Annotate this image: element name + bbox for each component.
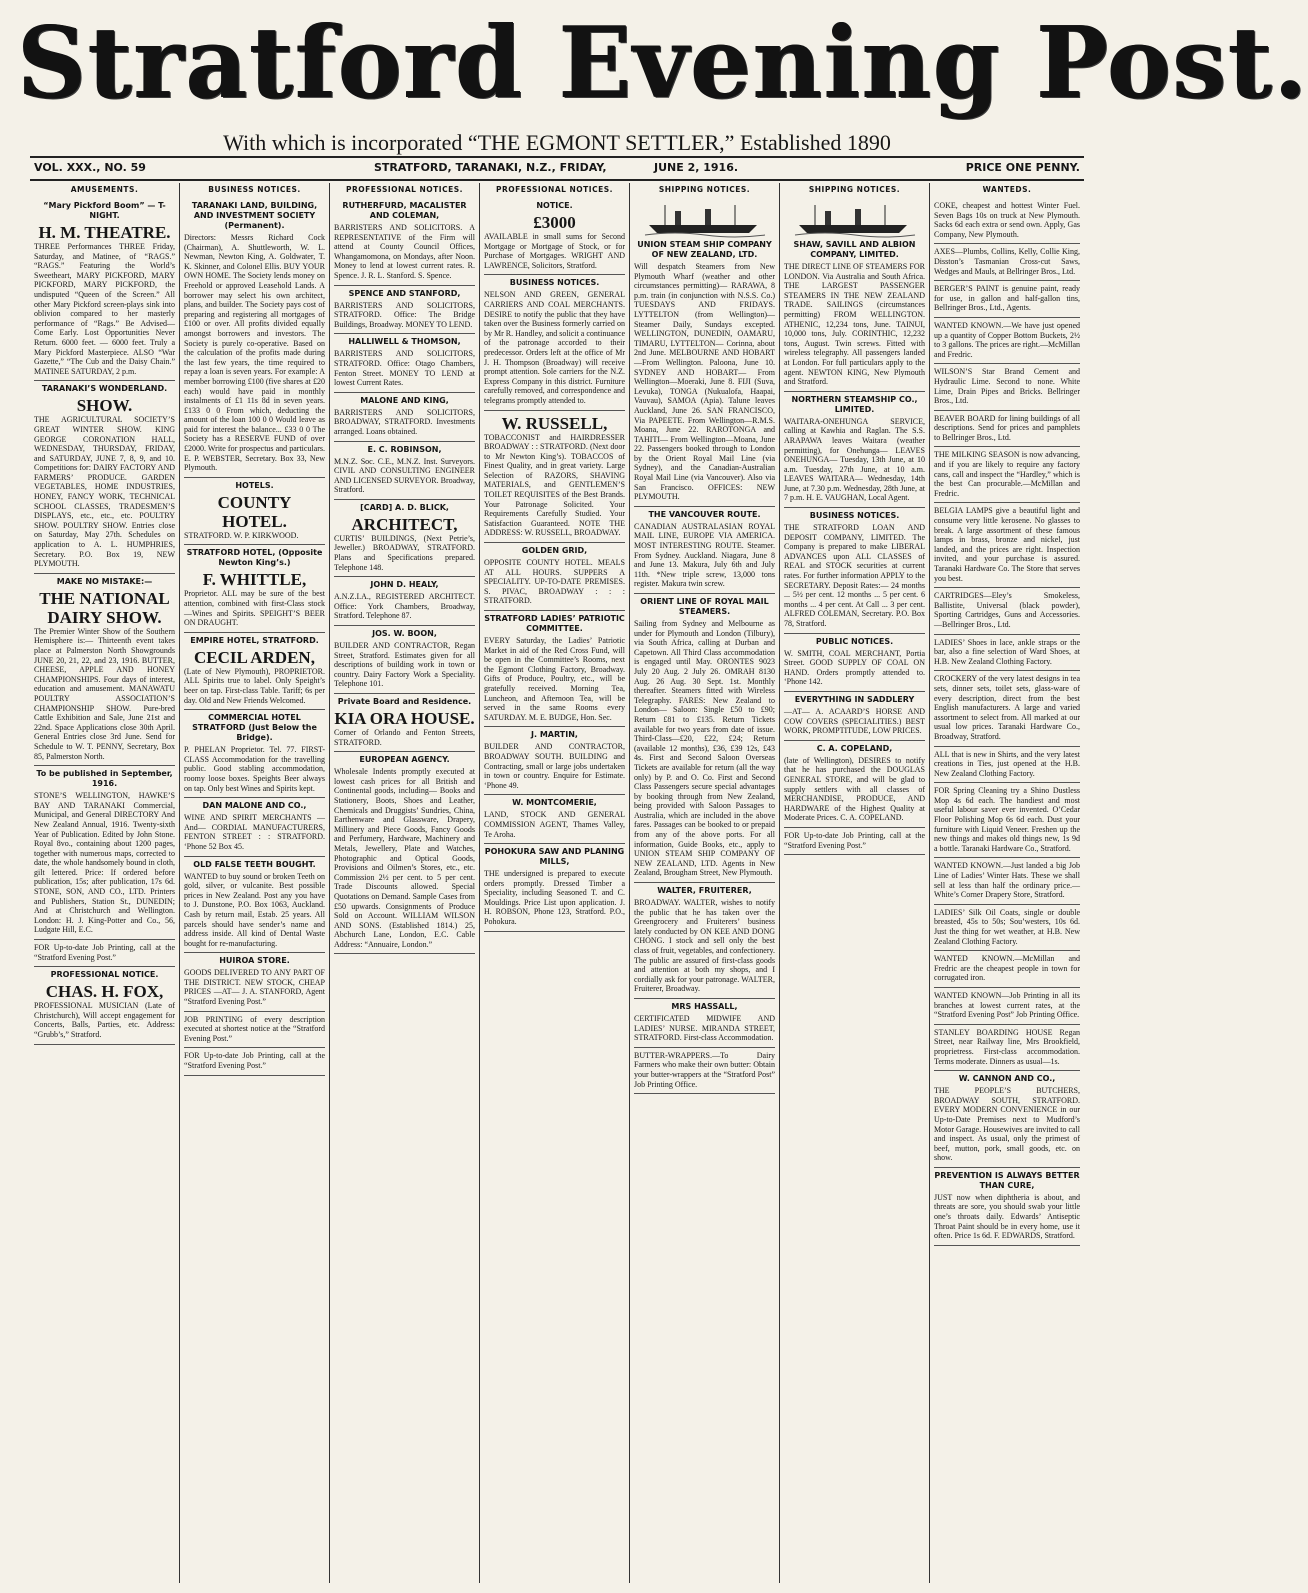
place-and-day: STRATFORD, TARANAKI, N.Z., FRIDAY,	[374, 161, 607, 174]
ad-body: NELSON AND GREEN, GENERAL CARRIERS AND COAL MERCHANTS. DESIRE to notify the public that they have taken over the Business formerly carried on by Mr R. Handley, and solicit a continuance of the patronage accorded to their predecessor. Orders left at the office of Mr J. H. Thompson (Broadway) will receive prompt attention. Sole carriers for the N.Z. Express Company in this district. Furniture carefully removed, and correspondence and telegrams promptly attended to.	[484, 290, 625, 405]
ad-title: RUTHERFURD, MACALISTER AND COLEMAN,	[342, 201, 467, 220]
ad-body: STONE’S WELLINGTON, HAWKE’S BAY AND TARANAKI Commercial, Municipal, and General DIRECTORY And New Zealand Annual, 1916. Twenty-sixth Year of Publication. Edited by John Stone. Royal 8vo., containing about 1200 pages, together with numerous maps, corrected to date, the whole handsomely bound in cloth, gilt lettered. Price: If ordered before publication, 15s; after publication, 17s 6d. STONE, SON, AND CO., LTD. Printers and Publishers, Station St., DUNEDIN; And at Christchurch and Wellington. London: H. J. King-Potter and Co., 56, Ludgate Hill, E.C.	[34, 791, 175, 935]
ad-body: OPPOSITE COUNTY HOTEL. MEALS AT ALL HOURS. SUPPERS A SPECIALITY. UP-TO-DATE PREMISES. S. PIVAC, BROADWAY : : : STRATFORD.	[484, 558, 625, 606]
ad-headline: SHOW.	[76, 396, 133, 416]
ad-body: BARRISTERS AND SOLICITORS, STRATFORD. Office: The Bridge Buildings, Broadway. MONEY TO LEND.	[334, 300, 475, 329]
ad-title: HALLIWELL & THOMSON,	[348, 337, 461, 347]
ad-body: LADIES’ Shoes in lace, ankle straps or the bar, also a fine selection of Ward Shoes, at H.B. New Zealand Clothing Factory.	[934, 637, 1080, 666]
ad-body: TOBACCONIST and HAIRDRESSER BROADWAY : : STRATFORD. (Next door to Mr Newton King’s). TOBACCOS of Finest Quality, and in great variety. Large Selection of RAZORS, SHAVING MATERIALS, and GENTLEMEN’S TOILET REQUISITES of the Best Brands. Your Patronage Solicited. Your Requirements Carefully Studied. Your Satisfaction Guaranteed. NOTE THE ADDRESS: W. RUSSELL, BROADWAY.	[484, 432, 625, 538]
advertisement	[484, 844, 625, 932]
advertisement	[484, 411, 625, 544]
advertisement	[184, 1012, 325, 1049]
ad-body: Sailing from Sydney and Melbourne as under for Plymouth and London (Tilbury), via South Africa, calling at Durban and Capetown. All Third Class accommodation is engaged until May. ORONTES 9023 July 20 Aug. 2 July 26. OMRAH 8130 Aug. 26 Aug. 30 Sept. 1st. Monthly thereafter. Steamers fitted with Wireless Telegraphy. FARES: New Zealand to London— Saloon: Single £50 to £90; Return £81 to £135. Return Tickets available for two years from date of issue. Third-Class—£20, £22, £24; Return (available 12 months), £36, £39 12s, £43 4s. First and Second Saloon Overseas Tickets are available for return (all the way only) by P. and O. Co. First and Second Class Passengers secure special advantages by booking through from New Zealand, being provided with Saloon Passages to Australia, which are included in the above fares. Passages can be booked to or prepaid from any of the above ports. For all information, Guide Books, etc., apply to UNION STEAM SHIP COMPANY OF NEW ZEALAND, LTD. Agents in New Zealand, Brougham Street, New Plymouth.	[634, 619, 775, 878]
ad-body: WINE AND SPIRIT MERCHANTS —And— CORDIAL MANUFACTURERS, FENTON STREET : : STRATFORD. ‘Phone 52 Box 45.	[184, 813, 325, 851]
column	[480, 183, 630, 1583]
ad-body: Wholesale Indents promptly executed at lowest cash prices for all British and Continental goods, including— Books and Stationery, Boots, Shoes and Leather, Chemicals and Druggists’ Sundries, China, Earthenware and Glassware, Drapery, Millinery and Piece Goods, Fancy Goods and Perfumery, Hardware, Machinery and Metals, Jewellery, Plate and Watches, Photographic and Optical Goods, Provisions and Oilmen’s Stores, etc., etc. Commission 2½ per cent. to 5 per cent. Trade Discounts allowed. Special Quotations on Demand. Sample Cases from £50 upwards. Consignments of Produce Sold on Account. WILLIAM WILSON AND SONS. (Established 1814.) 25, Abchurch Lane, London, E.C. Cable Address: “Annuaire, London.”	[334, 767, 475, 949]
bottom-rule	[30, 179, 1084, 181]
ad-body: THE MILKING SEASON is now advancing, and if you are likely to require any factory cans, call and inspect the “Hardley,” which is the best Can procurable.—McMillan and Fredric.	[934, 450, 1080, 498]
ad-title: NOTICE.	[536, 201, 573, 210]
advertisement	[334, 286, 475, 335]
ad-body: Directors: Messrs Richard Cock (Chairman), A. Shuttleworth, W. L. Newman, Newton King, A. Goldwater, T. K. Skinner, and Colonel Ellis. BUY YOUR OWN HOME. The Society lends money on Freehold or approved Leasehold Lands. A borrower may select his own architect, plans, and builder. The Society pays cost of preparing and registering all mortgages of £100 or over. All profits divided equally amongst borrowers and investors. The Society is purely co-operative. Based on the calculation of the profits made during the last few years, the time required to repay a loan is seven years. For example: A member borrowing £100 (five shares at £20 each) would have paid in monthly instalments of £1 11s 8d in seven years. £133 0 0 From which, deducting the amount of the loan 100 0 0 Would leave as paid for interest the balance... £33 0 0 The Society has a RESERVE FUND of over £2000. Write for prospectus and particulars. E. P. WEBSTER, Secretary. Box 33, New Plymouth.	[184, 233, 325, 473]
ad-headline: THE NATIONAL DAIRY SHOW.	[39, 588, 170, 627]
ad-body: JUST now when diphtheria is about, and threats are sore, you should swab your little one’s throats daily. Edwards’ Antiseptic Throat Paint should be in every home, use it often. Price 1s 6d. F. EDWARDS, Stratford.	[934, 1192, 1080, 1241]
column	[780, 183, 930, 1583]
ad-body: P. PHELAN Proprietor. Tel. 77. FIRST-CLASS Accommodation for the travelling public. Good stabling accommodation, roomy loose boxes. Speights Beer always on tap. Only best Wines and Spirits kept.	[184, 745, 325, 793]
advertisement	[934, 318, 1080, 364]
ad-body: BUTTER-WRAPPERS.—To Dairy Farmers who make their own butter: Obtain your butter-wrappers at the “Stratford Post” Job Printing Office.	[634, 1050, 775, 1089]
column	[180, 183, 330, 1583]
masthead	[0, 0, 1308, 130]
ad-body: AVAILABLE in small sums for Second Mortgage or Mortgage of Stock, or for Purchase of Mortgages. WRIGHT AND LAWRENCE, Solicitors, Stratford.	[484, 232, 625, 270]
ad-body: LAND, STOCK AND GENERAL COMMISSION AGENT, Thames Valley, Te Aroha.	[484, 810, 625, 839]
advertisement	[34, 766, 175, 940]
ad-body: FOR Up-to-date Job Printing, call at the “Stratford Evening Post.”	[784, 830, 925, 850]
ad-body: (Late of New Plymouth), PROPRIETOR. ALL Spirits true to label. Only Speight’s beer on tap. First-class Table. Tariff; 6s per day. Old and New Friends Welcomed.	[184, 666, 325, 705]
advertisement	[334, 626, 475, 694]
ad-body: EVERY Saturday, the Ladies’ Patriotic Market in aid of the Red Cross Fund, will be open in the Committee’s Rooms, next the Egmont Clothing Factory, Broadway. Gifts of Produce, Poultry, etc., will be gratefully received. Morning Tea, Luncheon, and Afternoon Tea, will be served in the same Rooms every SATURDAY. M. E. BUDGE, Hon. Sec.	[484, 636, 625, 722]
ad-body: THE PEOPLE’S BUTCHERS, BROADWAY SOUTH, STRATFORD. EVERY MODERN CONVENIENCE in our Up-to-Date Premises next to Mudford’s Motor Garage. Housewives are invited to call and inspect. As usual, only the primest of beef, mutton, pork, small goods, etc. on show.	[934, 1086, 1080, 1163]
ad-body: WANTED KNOWN—Job Printing in all its branches at lowest current rates, at the “Stratford Evening Post” Job Printing Office.	[934, 990, 1080, 1020]
advertisement	[484, 198, 625, 275]
ad-title: C. A. COPELAND,	[816, 743, 893, 753]
ad-title: TARANAKI LAND, BUILDING, AND INVESTMENT SOCIETY (Permanent).	[191, 201, 318, 230]
advertisement	[784, 198, 925, 392]
advertisement	[184, 633, 325, 710]
ad-body: THE DIRECT LINE OF STEAMERS FOR LONDON. Via Australia and South Africa. THE LARGEST PASSENGER STEAMERS IN THE NEW ZEALAND TRADE. SAILINGS (circumstances permitting) FROM WELLINGTON. ATHENIC, 12,234 tons, June. TAINUI, 10,000 tons, July. CORINTHIC, 12,232 tons, August. Twin screws. Fitted with wireless telegraphy. All passengers landed at London. For full particulars apply to the agent. NEWTON KING, New Plymouth and Stratford.	[784, 262, 925, 387]
advertisement	[934, 905, 1080, 951]
ad-title: MAKE NO MISTAKE:—	[56, 576, 153, 586]
advertisement	[934, 588, 1080, 634]
ad-title: NORTHERN STEAMSHIP CO., LIMITED.	[791, 394, 918, 414]
advertisement	[934, 1168, 1080, 1246]
ad-body: BARRISTERS AND SOLICITORS, STRATFORD. Office: Otago Chambers, Fenton Street. MONEY TO LEND at lowest Current Rates.	[334, 349, 475, 388]
advertisement	[34, 967, 175, 1044]
advertisement	[184, 857, 325, 954]
ad-body: LADIES’ Silk Oil Coats, single or double breasted, 45s to 50s; Sou’westers, 10s 6d. Just the thing for wet weather, at H.B. New Zealand Clothing Factory.	[934, 907, 1080, 946]
advertisement	[634, 198, 775, 507]
advertisement	[34, 198, 175, 381]
advertisement	[634, 1048, 775, 1094]
advertisement	[934, 988, 1080, 1025]
ad-title: W. CANNON AND CO.,	[958, 1074, 1056, 1084]
ad-title: Private Board and Residence.	[337, 697, 472, 706]
advertisement	[184, 710, 325, 798]
advertisement	[484, 611, 625, 727]
ad-body: BEAVER BOARD for lining buildings of all descriptions. Send for prices and pamphlets to Bellringer Bros., Ltd.	[934, 413, 1080, 442]
ad-body: A.N.Z.I.A., REGISTERED ARCHITECT. Office: York Chambers, Broadway, Stratford. Telephone 87.	[334, 592, 475, 621]
advertisement	[334, 198, 475, 286]
ad-body: WANTED KNOWN.—Just landed a big Job Line of Ladies’ Winter Hats. These we shall sell at less than half the ordinary price.—White’s Corner Drapery Store, Stratford.	[934, 861, 1080, 900]
advertisement	[784, 828, 925, 855]
advertisement	[934, 671, 1080, 746]
advertisement	[484, 795, 625, 844]
dateline	[34, 158, 1080, 178]
advertisement	[334, 577, 475, 626]
advertisement	[934, 747, 1080, 784]
advertisement	[484, 543, 625, 611]
advertisement	[634, 594, 775, 883]
ad-title: STRATFORD LADIES’ PATRIOTIC COMMITTEE.	[484, 614, 625, 633]
ad-headline: COUNTY HOTEL.	[217, 492, 292, 531]
price: PRICE ONE PENNY.	[965, 161, 1080, 174]
advertisement	[784, 634, 925, 692]
ad-body: BROADWAY. WALTER, wishes to notify the public that he has taken over the Greengrocery and Fruiterers’ business lately conducted by ON KEE AND DONG CHONG. I stock and sell only the best class of fruit, vegetables, and confectionery. The public are assured of first-class goods and attention at both my shops, and I cordially ask for your patronage. WALTER, Fruiterer, Broadway.	[634, 898, 775, 994]
ad-title: [CARD] A. D. BLICK,	[360, 502, 449, 512]
ad-body: FOR Up-to-date Job Printing, call at the “Stratford Evening Post.”	[34, 943, 175, 962]
ad-headline: KIA ORA HOUSE.	[334, 709, 475, 728]
ad-body: CROCKERY of the very latest designs in tea sets, dinner sets, toilet sets, glass-ware of every description, direct from the best English manufacturers. A large and varied assortment to select from. All marked at our usual low prices. Taranaki Hardware Co., Broadway, Stratford.	[934, 674, 1080, 741]
column-header: PROFESSIONAL NOTICES.	[496, 185, 613, 194]
ad-headline: CECIL ARDEN,	[194, 647, 315, 667]
advertisement	[334, 694, 475, 752]
column-header: WANTEDS.	[982, 185, 1032, 194]
issue-date: JUNE 2, 1916.	[654, 161, 739, 174]
ad-title: HOTELS.	[235, 480, 274, 490]
ad-body: CARTRIDGES—Eley’s Smokeless, Ballistite, Universal (black powder), Sporting Cartridges, Guns and Accessories.—Bellringer Bros., Ltd.	[934, 591, 1080, 629]
advertisement	[334, 442, 475, 500]
advertisement	[934, 244, 1080, 281]
ad-body: Proprietor. ALL may be sure of the best attention, combined with first-Class stock—Wines and Spirits. SPEIGHT’S BEER ON DRAUGHT.	[184, 589, 325, 628]
advertisement	[934, 783, 1080, 858]
ad-body: BELGIA LAMPS give a beautiful light and consume very little kerosene. No glasses to break. A large assortment of these famous lamps in brass, bronze and nickel, just landed, and the prices are right. Inspection invited, and your purchase is assured. Taranaki Hardware Co. The Store that serves you best.	[934, 506, 1080, 583]
ad-title: MRS HASSALL,	[671, 1001, 738, 1011]
advertisement	[934, 447, 1080, 503]
advertisement	[34, 574, 175, 766]
advertisement	[934, 503, 1080, 588]
ad-body: BUILDER AND CONTRACTOR, Regan Street, Stratford. Estimates given for all descriptions of building work in town or country. Dairy Factory Work a Speciality. Telephone 101.	[334, 641, 475, 689]
ad-headline: £3000	[533, 213, 576, 232]
ad-title: COMMERCIAL HOTEL STRATFORD (Just Below the Bridge).	[192, 713, 317, 743]
ad-body: BUILDER AND CONTRACTOR, BROADWAY SOUTH. BUILDING and Contracting, small or large jobs undertaken in town or country. Enquire for Estimate. ‘Phone 49.	[484, 742, 625, 790]
ad-title: SPENCE AND STANFORD,	[348, 288, 461, 298]
ad-body: CANADIAN AUSTRALASIAN ROYAL MAIL LINE, EUROPE VIA AMERICA. MOST INTERESTING ROUTE. Steamer. From Sydney. Auckland. Niagara, June 8 and June 13. Makura, July 6th and July 11th. *New triple screw, 13,000 tons register. Makura twin screw.	[634, 521, 775, 589]
ad-title: TARANAKI’S WONDERLAND.	[41, 384, 168, 394]
column	[30, 183, 180, 1583]
ad-body: WAITARA-ONEHUNGA SERVICE, calling at Kawhia and Raglan. The S.S. ARAPAWA leaves Waitara (weather permitting), for Onehunga— LEAVES ONEHUNGA— Tuesday, 13th June, at 10 a.m. Tuesday, 27th June, at 10 a.m. LEAVES WAITARA— Wednesday, 14th June, at 7.30 p.m. Wednesday, 28th June, at 7 p.m. H. E. VAUGHAN, Local Agent.	[784, 416, 925, 503]
ad-headline: ARCHITECT,	[351, 514, 458, 534]
ad-body: WANTED KNOWN.—We have just opened up a quantity of Copper Bottom Buckets, 2½ to 3 gallons. The prices are right.—McMillan and Fredric.	[934, 320, 1080, 359]
ad-title: SHAW, SAVILL AND ALBION COMPANY, LIMITED.	[793, 240, 916, 259]
advertisement	[34, 381, 175, 574]
advertisement	[334, 393, 475, 442]
ad-body: ALL that is new in Shirts, and the very latest creations in Ties, just opened at the H.B. New Zealand Clothing Factory.	[934, 749, 1080, 778]
ad-body: GOODS DELIVERED TO ANY PART OF THE DISTRICT. NEW STOCK, CHEAP PRICES —AT— J. A. STANFORD, Agent “Stratford Evening Post.”	[184, 968, 325, 1007]
ad-body: M.N.Z. Soc. C.E., M.N.Z. Inst. Surveyors. CIVIL AND CONSULTING ENGINEER AND LICENSED SURVEYOR. Broadway, Stratford.	[334, 456, 475, 495]
ad-title: EVERYTHING IN SADDLERY	[794, 694, 915, 704]
advertisement	[934, 635, 1080, 672]
ad-title: E. C. ROBINSON,	[367, 444, 442, 454]
ad-title: To be published in September, 1916.	[36, 769, 173, 789]
advertisement	[184, 798, 325, 856]
ad-body: JOB PRINTING of every description executed at shortest notice at the “Stratford Evening Post.”	[184, 1014, 325, 1043]
advertisement	[934, 1025, 1080, 1071]
masthead-subtitle: With which is incorporated “THE EGMONT SETTLER,” Established 1890	[223, 130, 891, 155]
ad-title: JOS. W. BOON,	[372, 629, 437, 639]
column-header: BUSINESS NOTICES.	[208, 185, 301, 194]
advertisement	[634, 507, 775, 594]
steamship-illustration	[645, 203, 765, 237]
ad-title: EUROPEAN AGENCY.	[359, 755, 450, 765]
column-header: SHIPPING NOTICES.	[658, 185, 751, 194]
column-header: SHIPPING NOTICES.	[808, 185, 901, 194]
column	[630, 183, 780, 1583]
advertisement	[334, 500, 475, 577]
columns	[30, 183, 1084, 1583]
ad-title: UNION STEAM SHIP COMPANY OF NEW ZEALAND, LTD.	[637, 240, 772, 259]
advertisement	[634, 999, 775, 1048]
ad-body: BERGER’S PAINT is genuine paint, ready for use, in gallon and half-gallon tins, Bellringer Bros., Ltd., Agents.	[934, 284, 1080, 313]
advertisement	[934, 364, 1080, 410]
ad-title: WALTER, FRUITERER,	[657, 886, 752, 896]
ad-body: FOR Up-to-date Job Printing, call at the “Stratford Evening Post.”	[184, 1051, 325, 1071]
advertisement	[934, 281, 1080, 318]
ad-headline: W. RUSSELL,	[501, 413, 608, 433]
ad-body: FOR Spring Cleaning try a Shino Dustless Mop 4s 6d each. The handiest and most useful labour saver ever invented. O’Cedar Floor Polishing Mop 6s 6d each. Dust your furniture with Liquid Veneer. Freshen up the new things and makes old things new, 1s 9d a bottle. Taranaki Hardware Co., Stratford.	[934, 786, 1080, 853]
advertisement	[184, 1048, 325, 1075]
ad-title: EMPIRE HOTEL, STRATFORD.	[190, 635, 319, 645]
column	[330, 183, 480, 1583]
ad-body: THE AGRICULTURAL SOCIETY’S GREAT WINTER SHOW. KING GEORGE CORONATION HALL, WEDNESDAY, THURSDAY, FRIDAY, and SATURDAY, JUNE 7, 8, 9, and 10. Competitions for: DAIRY FACTORY AND FARMERS’ PRODUCE. GARDEN VEGETABLES, HOME INDUSTRIES, HONEY, FANCY WORK, TECHNICAL SCHOOL CLASSES, TRADESMEN’S DISPLAYS, etc., etc., etc. POULTRY SHOW. POULTRY SHOW. Entries close on Saturday, May 27th. Schedules on application to A. L. HUMPHRIES, Secretary. P.O. Box 19, NEW PLYMOUTH.	[34, 415, 175, 569]
advertisement	[184, 198, 325, 478]
ad-title: “Mary Pickford Boom” — T-NIGHT.	[43, 201, 166, 220]
column	[930, 183, 1084, 1583]
ad-body: STANLEY BOARDING HOUSE Regan Street, near Railway line, Mrs Brookfield, proprietress. First-class accommodation. Terms moderate. Dinners as usual—1s.	[934, 1027, 1080, 1066]
column-header: AMUSEMENTS.	[70, 185, 139, 194]
ad-body: WANTED KNOWN.—McMillan and Fredric are the cheapest people in town for corrugated iron.	[934, 954, 1080, 983]
ad-body: WANTED to buy sound or broken Teeth on gold, silver, or vulcanite. Best possible prices in New Zealand. Post any you have to J. Dunstone, P.O. Box 1063, Auckland. Cash by return mail, Estab. 25 years. All parcels should have sender’s name and address inside. All kind of Dental Waste bought for re-manufacturing.	[184, 871, 325, 948]
volume-number: VOL. XXX., NO. 59	[34, 161, 146, 174]
ad-body: AXES—Plumbs, Collins, Kelly, Collie King, Disston’s Tasmanian Cross-cut Saws, Wedges and Mauls, at Bellringer Bros., Ltd.	[934, 247, 1080, 276]
ad-body: PROFESSIONAL MUSICIAN (Late of Christchurch), Will accept engagement for Concerts, Balls, Parties, etc. Address: “Grubb’s,” Stratford.	[34, 1001, 175, 1039]
advertisement	[934, 858, 1080, 904]
advertisement	[484, 275, 625, 410]
ad-title: PROFESSIONAL NOTICE.	[50, 970, 159, 980]
ad-body: COKE, cheapest and hottest Winter Fuel. Seven Bags 10s on truck at New Plymouth. Sacks 6d each extra or send own. Apply, Gas Company, New Plymouth.	[934, 201, 1080, 239]
ad-headline: H. M. THEATRE.	[38, 223, 171, 242]
column-header: PROFESSIONAL NOTICES.	[346, 185, 463, 194]
advertisement	[784, 692, 925, 741]
advertisement	[184, 953, 325, 1011]
advertisement	[184, 478, 325, 546]
advertisement	[784, 508, 925, 634]
ad-title: J. MARTIN,	[531, 730, 578, 740]
ad-headline: CHAS. H. FOX,	[45, 982, 164, 1002]
ad-body: Corner of Orlando and Fenton Streets, STRATFORD.	[334, 728, 475, 747]
ad-body: (late of Wellington), DESIRES to notify that he has purchased the DOUGLAS GENERAL STORE, and will be glad to supply settlers with all classes of MERCHANDISE, PRODUCE, AND HARDWARE of the Highest Quality at Moderate Prices. C. A. COPELAND.	[784, 755, 925, 823]
ad-body: CERTIFICATED MIDWIFE AND LADIES’ NURSE. MIRANDA STREET, STRATFORD. First-class Accommodation.	[634, 1013, 775, 1043]
advertisement	[934, 1071, 1080, 1168]
ad-body: W. SMITH, COAL MERCHANT, Portia Street. GOOD SUPPLY OF COAL ON HAND. Orders promptly attended to. ‘Phone 142.	[784, 648, 925, 687]
ad-body: THE STRATFORD LOAN AND DEPOSIT COMPANY, LIMITED. The Company is prepared to make LIBERAL ADVANCES upon ALL CLASSES of REAL and STOCK securities at current rates. For further information APPLY to the SECRETARY. Deposit Rates:— 24 months ... 5½ per cent. 12 months ... 5 per cent. 6 months ... 4 per cent. At Call ... 3 per cent. ALFRED COLEMAN, Secretary. P.O. Box 78, Stratford.	[784, 523, 925, 628]
ad-body: THE undersigned is prepared to execute orders promptly. Dressed Timber a Speciality, including Seasoned T. and C. Mouldings. Price List upon application. J. H. ROBSON, Phone 123, Stratford. P.O., Pohokura.	[484, 869, 625, 927]
ad-title: POHOKURA SAW AND PLANING MILLS,	[484, 847, 625, 867]
ad-title: STRATFORD HOTEL, (Opposite Newton King’s.)	[186, 548, 323, 568]
ad-title: ORIENT LINE OF ROYAL MAIL STEAMERS.	[640, 597, 769, 616]
ad-body: Will despatch Steamers from New Plymouth Wharf (weather and other circumstances permitting)— RARAWA, 8 p.m. train (in conjunction with N.S.S. Co.) TUESDAYS AND FRIDAYS. LYTTELTON (from Wellington)— Steamer Daily, Sundays excepted. WELLINGTON, DUNEDIN, OAMARU, TIMARU, LYTTELTON— Corinna, about 2nd June. MELBOURNE AND HOBART—From Wellington. Paloona, June 10. SYDNEY AND HOBART— From Wellington—Moeraki, June 8. FIJI (Suva, Levuka), TONGA (Nukualofa, Haapai, Vauvau), SAMOA (Apia). Talune leaves Auckland, June 26. SAN FRANCISCO, Via PAPEETE. From Wellington—R.M.S. Moana, June 22. RAROTONGA and TAHITI— From Wellington—Moana, June 22. Passengers booked through to London by the Orient Royal Mail Line (via Sydney), and the Canadian-Australian Royal Mail Line (via Vancouver). Also via San Francisco. OFFICES: NEW PLYMOUTH.	[634, 262, 775, 502]
ad-title: BUSINESS NOTICES.	[509, 278, 600, 288]
advertisement	[934, 198, 1080, 244]
ad-title: HUIROA STORE.	[219, 956, 290, 966]
advertisement	[634, 883, 775, 999]
advertisement	[484, 727, 625, 795]
ad-body: STRATFORD. W. P. KIRKWOOD.	[184, 530, 299, 540]
ad-title: PUBLIC NOTICES.	[815, 636, 894, 646]
advertisement	[34, 940, 175, 967]
advertisement	[784, 741, 925, 828]
masthead-title: Stratford Evening Post.	[16, 6, 1308, 121]
steamship-illustration	[795, 203, 915, 237]
ad-body: BARRISTERS AND SOLICITORS. A REPRESENTATIVE of the Firm will attend at County Council Offices, Whangamomona, on Mondays, after Noon. Money to lend at lowest current rates. R. Spence. J. R. L. Stanford. S. Spence.	[334, 223, 475, 280]
ad-title: OLD FALSE TEETH BOUGHT.	[193, 859, 316, 869]
ad-body: THREE Performances THREE Friday, Saturday, and Matinee, of “RAGS.” “RAGS.” Featuring the World’s Sweetheart, MARY PICKFORD, MARY PICKFORD, MARY PICKFORD, the undisputed “Queen of the Screen.” All other Mary Pickford screen-plays sink into oblivion compared to her masterly performance of “Rags.” Be Advised—Come Early. Lost Opportunities Never Return. 6000 feet. — 6000 feet. Truly a Mary Pickford Masterpiece. ALSO “War Gazette,” “The Cub and the Daisy Chain.” MATINEE SATURDAY, 2 p.m.	[34, 242, 175, 376]
ad-title: MALONE AND KING,	[360, 395, 449, 405]
ad-body: The Premier Winter Show of the Southern Hemisphere is:— Thirteenth event takes place at Palmerston North Showgrounds JUNE 20, 21, 22, and 23, 1916. BUTTER, CHEESE, APPLE AND HONEY CHAMPIONSHIPS. Four days of interest, education and amusement. MANAWATU POULTRY ASSOCIATION’S CHAMPIONSHIP SHOW. Pure-bred Cattle Exhibition and Sale, June 21st and 22nd. Space Applications close 30th April. General Entries close 3rd June. Send for Schedule to W. T. PENNY, Secretary, Box 85, Palmerston North.	[34, 626, 175, 761]
ad-title: DAN MALONE AND CO.,	[202, 801, 307, 811]
advertisement	[934, 411, 1080, 448]
advertisement	[784, 392, 925, 508]
ad-title: W. MONTCOMERIE,	[512, 798, 597, 808]
ad-title: PREVENTION IS ALWAYS BETTER THAN CURE,	[934, 1170, 1080, 1190]
ad-title: BUSINESS NOTICES.	[809, 511, 900, 521]
ad-body: BARRISTERS AND SOLICITORS, BROADWAY, STRATFORD. Investments arranged. Loans obtained.	[334, 407, 475, 436]
advertisement	[334, 334, 475, 392]
ad-body: CURTIS’ BUILDINGS, (Next Petrie’s, Jeweller.) BROADWAY, STRATFORD. Plans and Specifications prepared. Telephone 148.	[334, 533, 475, 572]
advertisement	[184, 545, 325, 632]
ad-title: THE VANCOUVER ROUTE.	[648, 509, 761, 519]
advertisement	[334, 752, 475, 954]
ad-headline: F. WHITTLE,	[202, 570, 307, 590]
ad-body: WILSON’S Star Brand Cement and Hydraulic Lime. Second to none. White Lime, Drain Pipes and Bricks. Bellringer Bros., Ltd.	[934, 367, 1080, 406]
advertisement	[934, 951, 1080, 988]
ad-title: JOHN D. HEALY,	[370, 580, 439, 590]
ad-title: GOLDEN GRID,	[521, 546, 588, 556]
ad-body: —AT— A. ACAARD’S HORSE AND COW COVERS (SPECIALITIES.) BEST WORK, PROMPTITUDE, LOW PRICES.	[784, 706, 925, 736]
